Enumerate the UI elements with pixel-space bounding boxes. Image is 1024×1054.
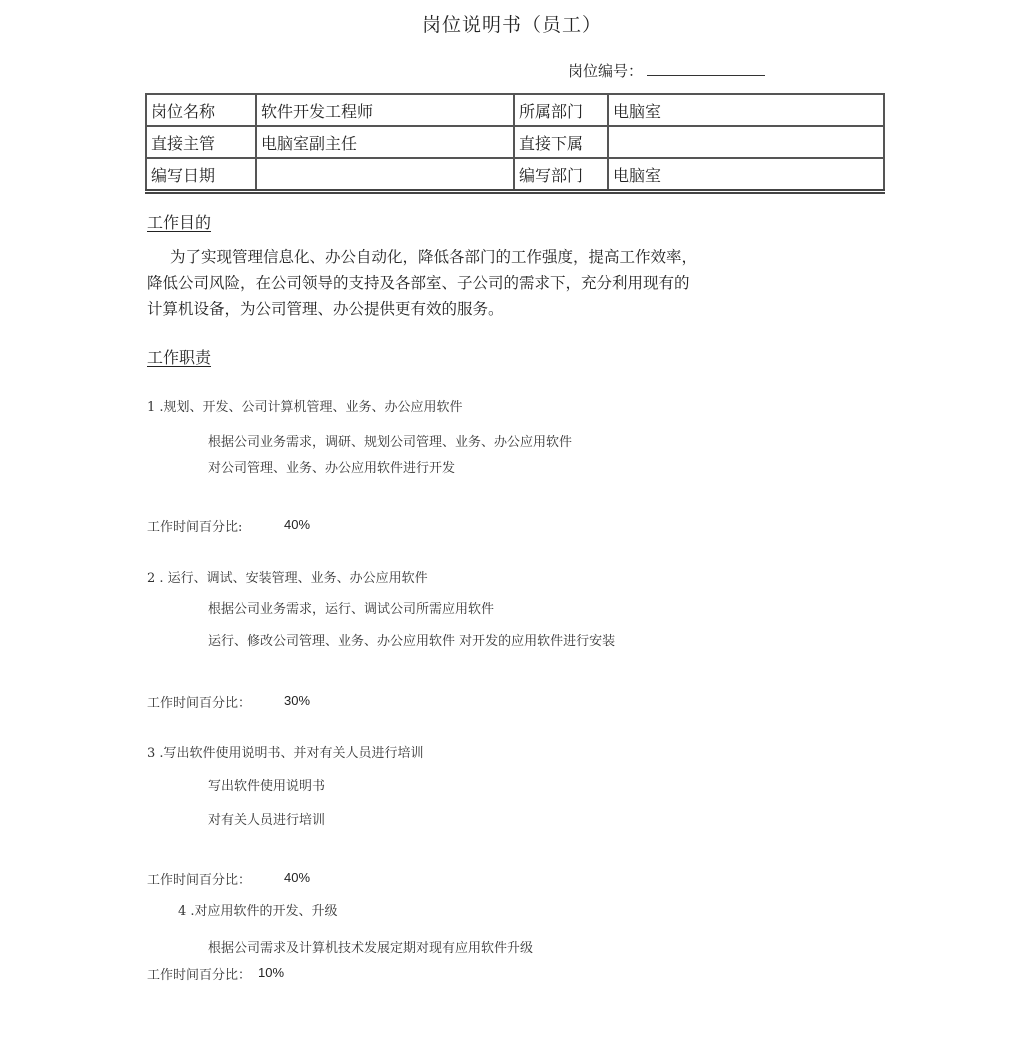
purpose-line: 降低公司风险，在公司领导的支持及各部室、子公司的需求下，充分利用现有的 bbox=[147, 274, 690, 292]
time-percent-value: 40% bbox=[284, 870, 311, 885]
table-cell: 电脑室 bbox=[608, 94, 884, 126]
page-title: 岗位说明书（员工） bbox=[421, 14, 602, 36]
time-percent-label: 工作时间百分比： bbox=[147, 873, 252, 888]
time-percent-value: 10% bbox=[258, 965, 285, 980]
duty-detail: 写出软件使用说明书 bbox=[208, 779, 326, 794]
table-cell bbox=[608, 126, 884, 158]
table-cell: 直接下属 bbox=[514, 126, 608, 158]
time-percent-label: 工作时间百分比: bbox=[147, 520, 243, 535]
table-cell bbox=[256, 158, 514, 192]
table-cell: 电脑室 bbox=[608, 158, 884, 192]
duty-detail: 根据公司业务需求，调研、规划公司管理、业务、办公应用软件 bbox=[208, 435, 573, 450]
duty-title: 3 .写出软件使用说明书、并对有关人员进行培训 bbox=[147, 746, 424, 761]
time-percent-value: 30% bbox=[284, 693, 311, 708]
purpose-heading: 工作目的 bbox=[147, 213, 212, 232]
table-row bbox=[146, 94, 884, 126]
time-percent-value: 40% bbox=[284, 517, 311, 532]
position-number-blank bbox=[647, 61, 765, 76]
time-percent-label: 工作时间百分比： bbox=[147, 696, 252, 711]
info-table bbox=[145, 93, 885, 194]
table-cell: 软件开发工程师 bbox=[256, 94, 514, 126]
duty-detail: 根据公司需求及计算机技术发展定期对现有应用软件升级 bbox=[208, 941, 534, 956]
duty-detail: 对有关人员进行培训 bbox=[208, 813, 326, 828]
table-cell: 编写日期 bbox=[146, 158, 256, 192]
duties-heading: 工作职责 bbox=[147, 348, 212, 367]
position-number-label: 岗位编号： bbox=[568, 62, 644, 80]
duty-title: 2 . 运行、调试、安装管理、业务、办公应用软件 bbox=[147, 571, 428, 586]
time-percent-label: 工作时间百分比： bbox=[147, 968, 252, 983]
table-cell: 编写部门 bbox=[514, 158, 608, 192]
duty-detail: 根据公司业务需求，运行、调试公司所需应用软件 bbox=[208, 602, 495, 617]
table-row bbox=[146, 126, 884, 158]
table-cell: 所属部门 bbox=[514, 94, 608, 126]
table-cell: 岗位名称 bbox=[146, 94, 256, 126]
duty-detail: 运行、修改公司管理、业务、办公应用软件 对开发的应用软件进行安装 bbox=[208, 634, 616, 649]
table-cell: 电脑室副主任 bbox=[256, 126, 514, 158]
table-row bbox=[146, 158, 884, 192]
table-cell: 直接主管 bbox=[146, 126, 256, 158]
duty-title: 1 .规划、开发、公司计算机管理、业务、办公应用软件 bbox=[147, 400, 463, 415]
duty-detail: 对公司管理、业务、办公应用软件进行开发 bbox=[208, 461, 456, 476]
purpose-line: 计算机设备，为公司管理、办公提供更有效的服务。 bbox=[147, 300, 504, 318]
duty-title: 4 .对应用软件的开发、升级 bbox=[178, 904, 338, 919]
purpose-line: 为了实现管理信息化、办公自动化，降低各部门的工作强度，提高工作效率， bbox=[170, 248, 698, 266]
position-number bbox=[568, 60, 765, 81]
